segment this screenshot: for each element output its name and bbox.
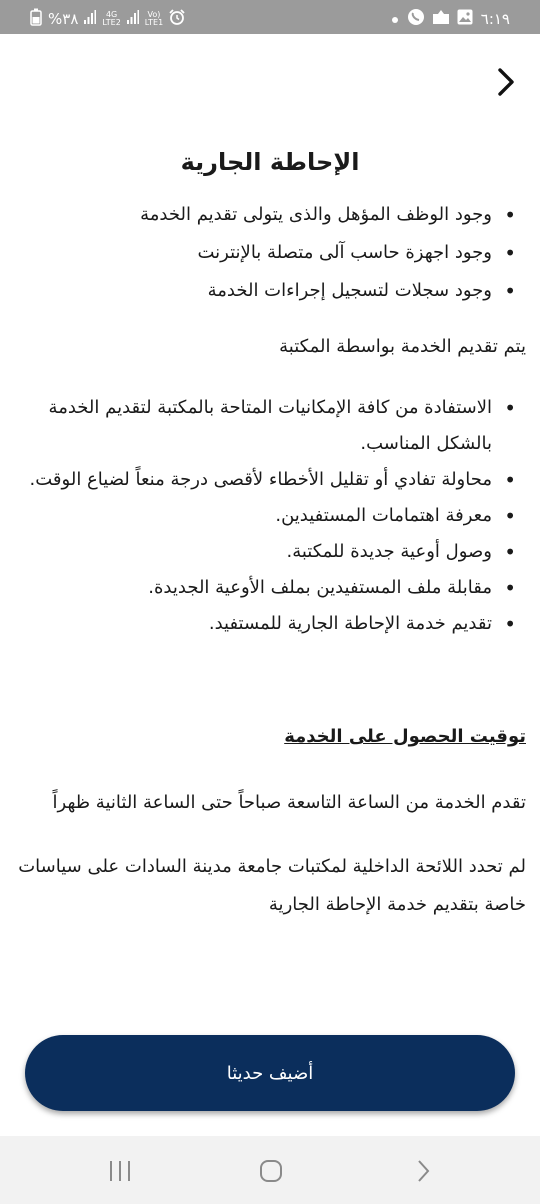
home-button[interactable]	[251, 1156, 291, 1186]
image-icon	[433, 10, 449, 28]
signal-icon-2	[127, 10, 139, 28]
list-item: • وجود سجلات لتسجيل إجراءات الخدمة	[14, 272, 492, 310]
list-item: • مقابلة ملف المستفيدين بملف الأوعية الجديدة.	[14, 570, 492, 606]
list-item: • وجود الوظف المؤهل والذى يتولى تقديم الخدمة	[14, 196, 492, 234]
status-right	[391, 8, 510, 30]
status-left	[30, 8, 185, 30]
list-item: • وجود اجهزة حاسب آلى متصلة بالإنترنت	[14, 234, 492, 272]
system-back-button[interactable]	[403, 1156, 443, 1186]
recently-added-button[interactable]	[25, 1035, 515, 1111]
home-icon	[251, 1156, 291, 1186]
back-icon	[403, 1156, 443, 1186]
battery-icon	[30, 8, 42, 30]
recently-added-label: أضيف حديثا	[226, 1062, 314, 1084]
policy-text: لم تحدد اللائحة الداخلية لمكتبات جامعة مدينة السادات على سياسات خاصة بتقديم خدمة الإحاطة الجارية	[18, 856, 526, 915]
list-item: • تقديم خدمة الإحاطة الجارية للمستفيد.	[14, 606, 492, 642]
chevron-right-icon	[488, 64, 524, 100]
status-bar	[0, 0, 540, 34]
recent-apps-button[interactable]	[100, 1156, 140, 1186]
network-label-2: Vo) LTE1	[144, 10, 164, 27]
dot-icon	[391, 10, 399, 28]
page-title: الإحاطة الجارية	[180, 148, 360, 176]
list-item: • الاستفادة من كافة الإمكانيات المتاحة بالمكتبة لتقديم الخدمة بالشكل المناسب.	[14, 390, 492, 462]
requirements-list	[14, 196, 526, 310]
signal-icon	[84, 10, 96, 28]
goals-list	[14, 390, 526, 642]
timing-text: تقدم الخدمة من الساعة التاسعة صباحاً حتى الساعة الثانية ظهراً	[52, 792, 526, 813]
list-item: • محاولة تفادي أو تقليل الأخطاء لأقصى درجة منعاً لضياع الوقت.	[14, 462, 492, 498]
recent-apps-icon	[100, 1156, 140, 1186]
timing-heading: توقيت الحصول على الخدمة	[284, 726, 526, 747]
whatsapp-icon	[407, 8, 425, 30]
list-item: • معرفة اهتمامات المستفيدين.	[14, 498, 492, 534]
gallery-icon	[457, 9, 473, 29]
system-nav-bar	[0, 1136, 540, 1204]
list-item: • وصول أوعية جديدة للمكتبة.	[14, 534, 492, 570]
battery-percentage: %٣٨	[48, 10, 79, 28]
network-label-1: 4G LTE2	[102, 10, 121, 27]
article-content	[14, 196, 526, 924]
provider-text: يتم تقديم الخدمة بواسطة المكتبة	[279, 336, 526, 357]
clock: ٦:١٩	[480, 10, 510, 28]
alarm-icon	[169, 9, 185, 29]
back-button[interactable]	[488, 64, 524, 100]
